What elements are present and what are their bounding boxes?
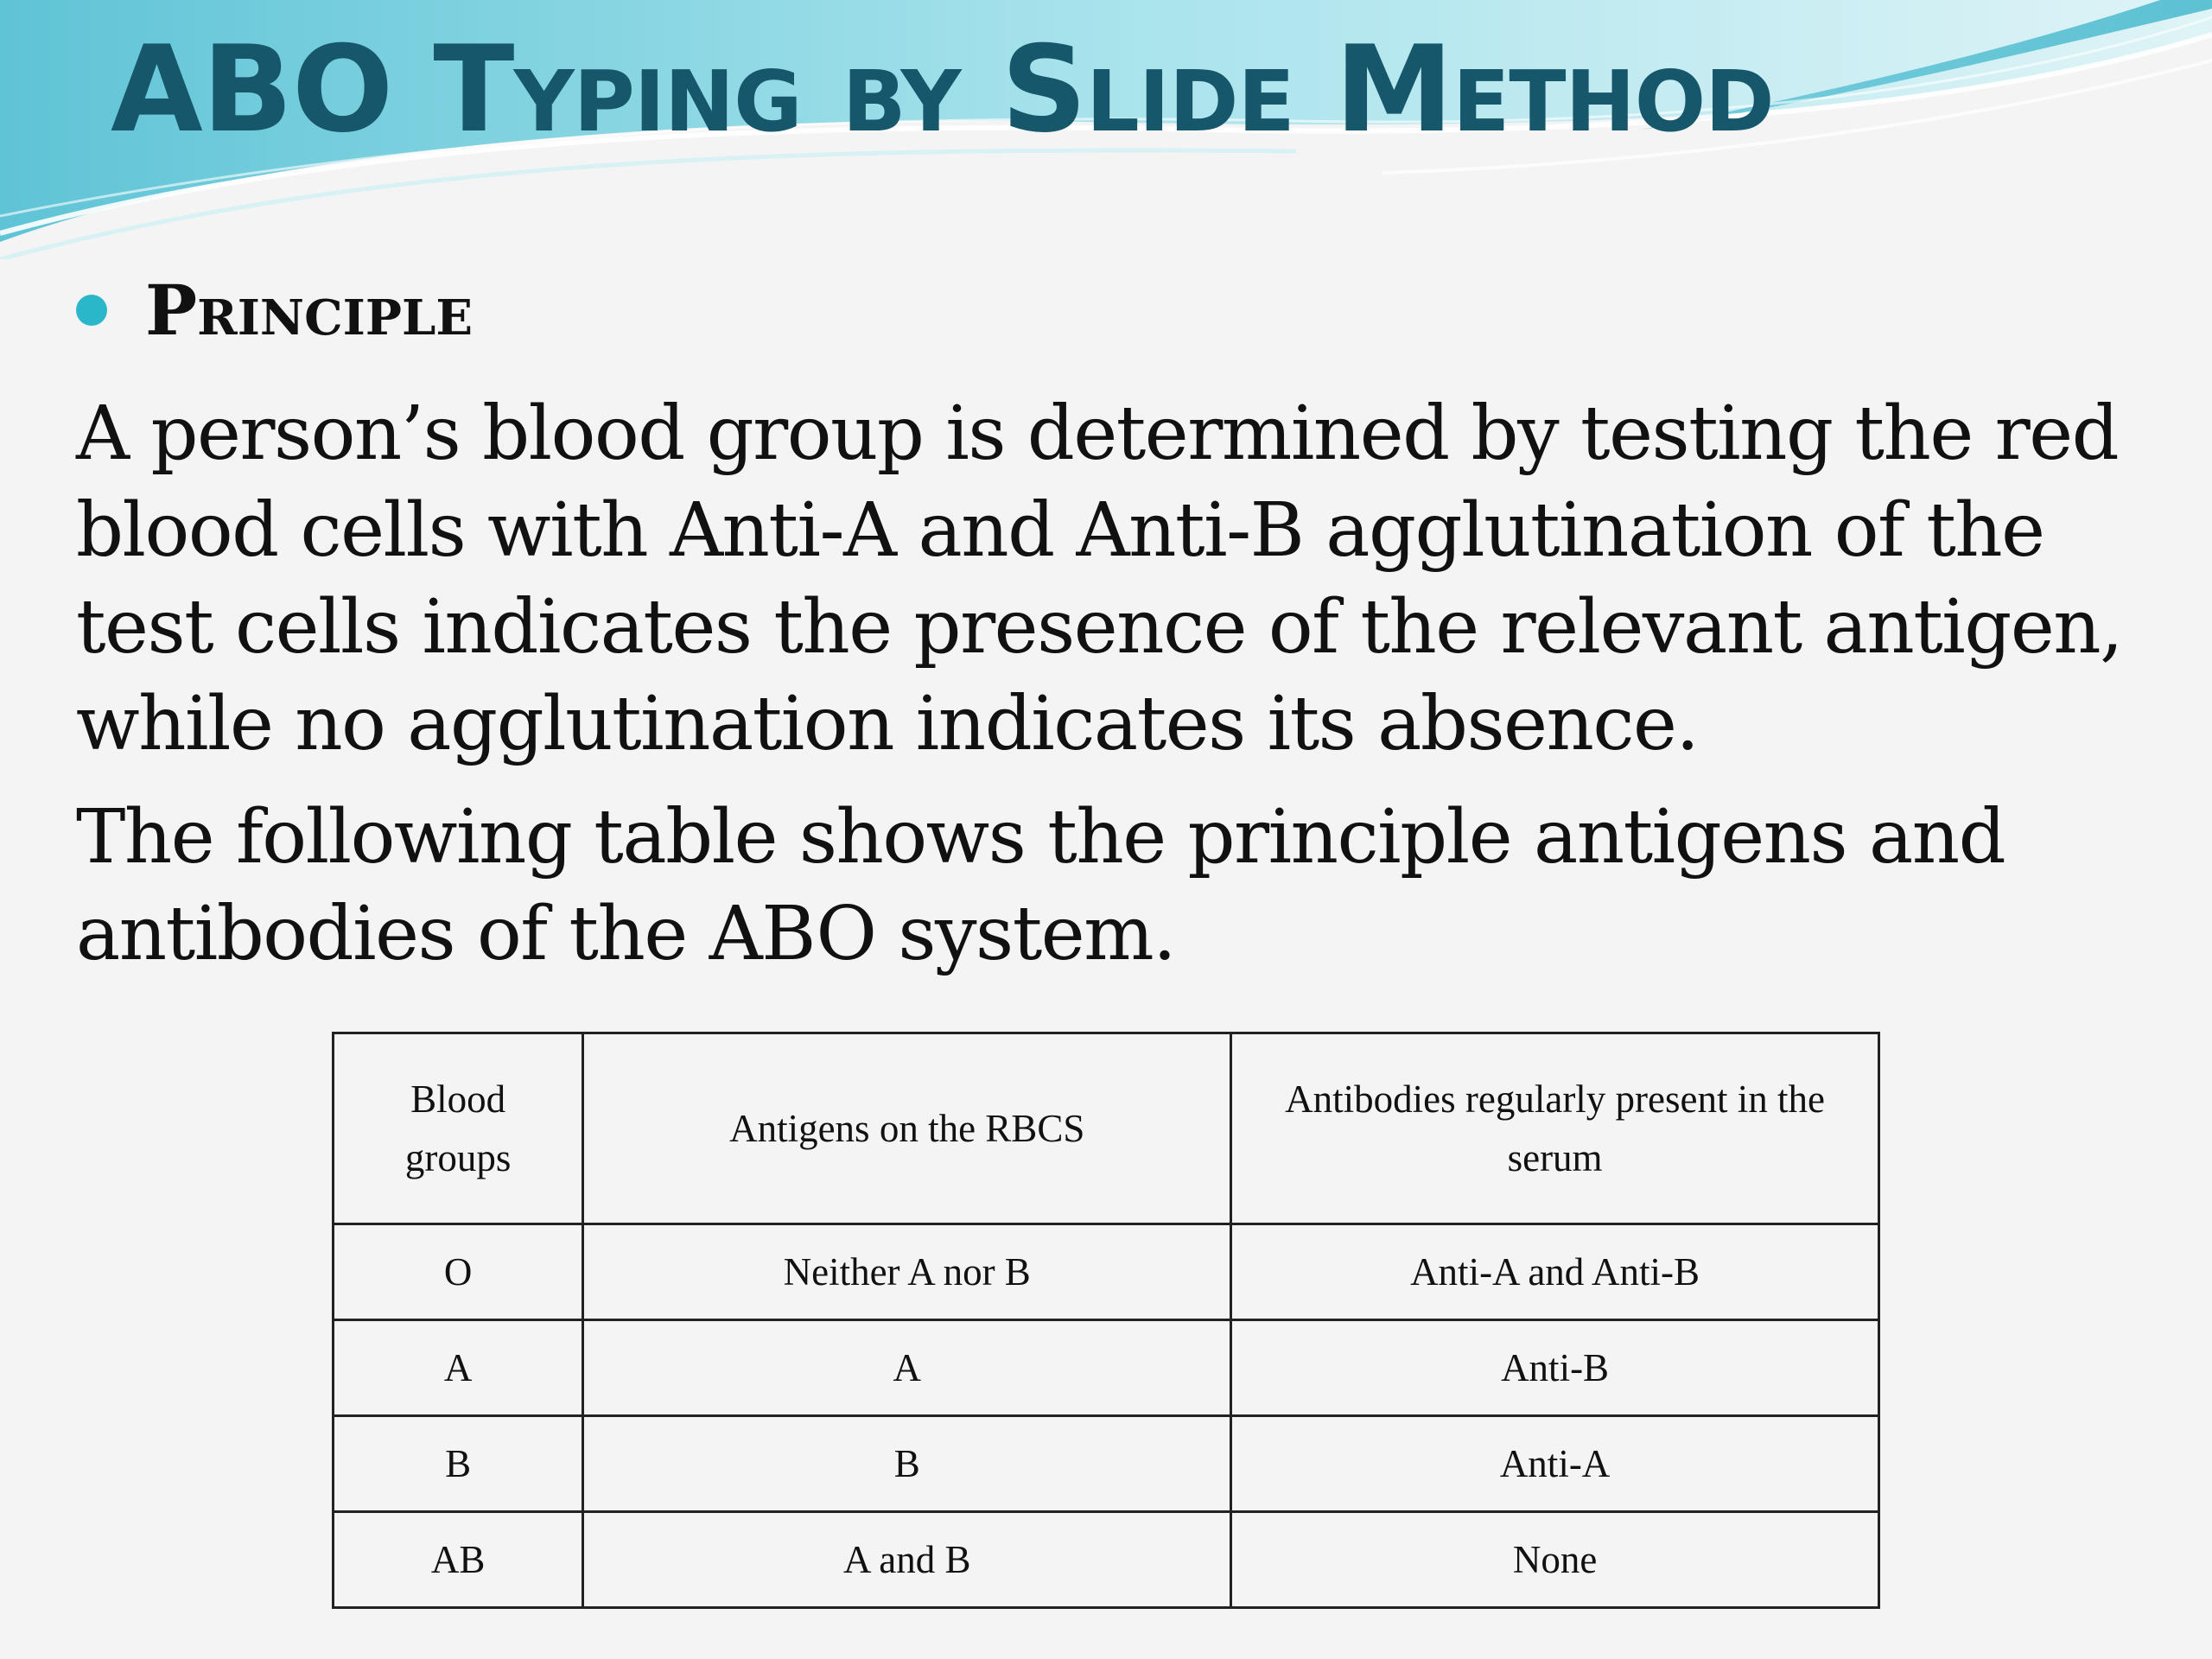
table-row xyxy=(334,1320,1879,1416)
header-blood-groups: Blood groups xyxy=(334,1033,583,1224)
abo-antigen-antibody-table xyxy=(332,1032,1880,1609)
cell-antigens: A xyxy=(583,1320,1231,1416)
bullet-dot-icon xyxy=(76,295,107,326)
principle-paragraph: A person’s blood group is determined by testing the red blood cells with Anti-A and Anti-B agglutination of the test cells indicates the presence of the relevant antigen, while no agglutination indicates its absence. xyxy=(76,391,2122,767)
header-antigens: Antigens on the RBCS xyxy=(583,1033,1231,1224)
slide-title: ABO Typing by Slide Method xyxy=(111,20,1774,159)
cell-antigens: A and B xyxy=(583,1512,1231,1608)
table-header-row xyxy=(334,1033,1879,1224)
cell-blood-group: A xyxy=(334,1320,583,1416)
table-row xyxy=(334,1224,1879,1320)
table-intro-paragraph: The following table shows the principle antigens and antibodies of the ABO system. xyxy=(76,794,2005,977)
cell-antibodies: Anti-A and Anti-B xyxy=(1231,1224,1879,1320)
section-heading: Principle xyxy=(145,270,474,351)
cell-antigens: Neither A nor B xyxy=(583,1224,1231,1320)
cell-blood-group: AB xyxy=(334,1512,583,1608)
section-heading-row xyxy=(76,270,473,351)
cell-blood-group: B xyxy=(334,1416,583,1512)
cell-antigens: B xyxy=(583,1416,1231,1512)
cell-blood-group: O xyxy=(334,1224,583,1320)
cell-antibodies: None xyxy=(1231,1512,1879,1608)
cell-antibodies: Anti-B xyxy=(1231,1320,1879,1416)
table-row xyxy=(334,1416,1879,1512)
header-antibodies: Antibodies regularly present in the serum xyxy=(1231,1033,1879,1224)
cell-antibodies: Anti-A xyxy=(1231,1416,1879,1512)
table-row xyxy=(334,1512,1879,1608)
